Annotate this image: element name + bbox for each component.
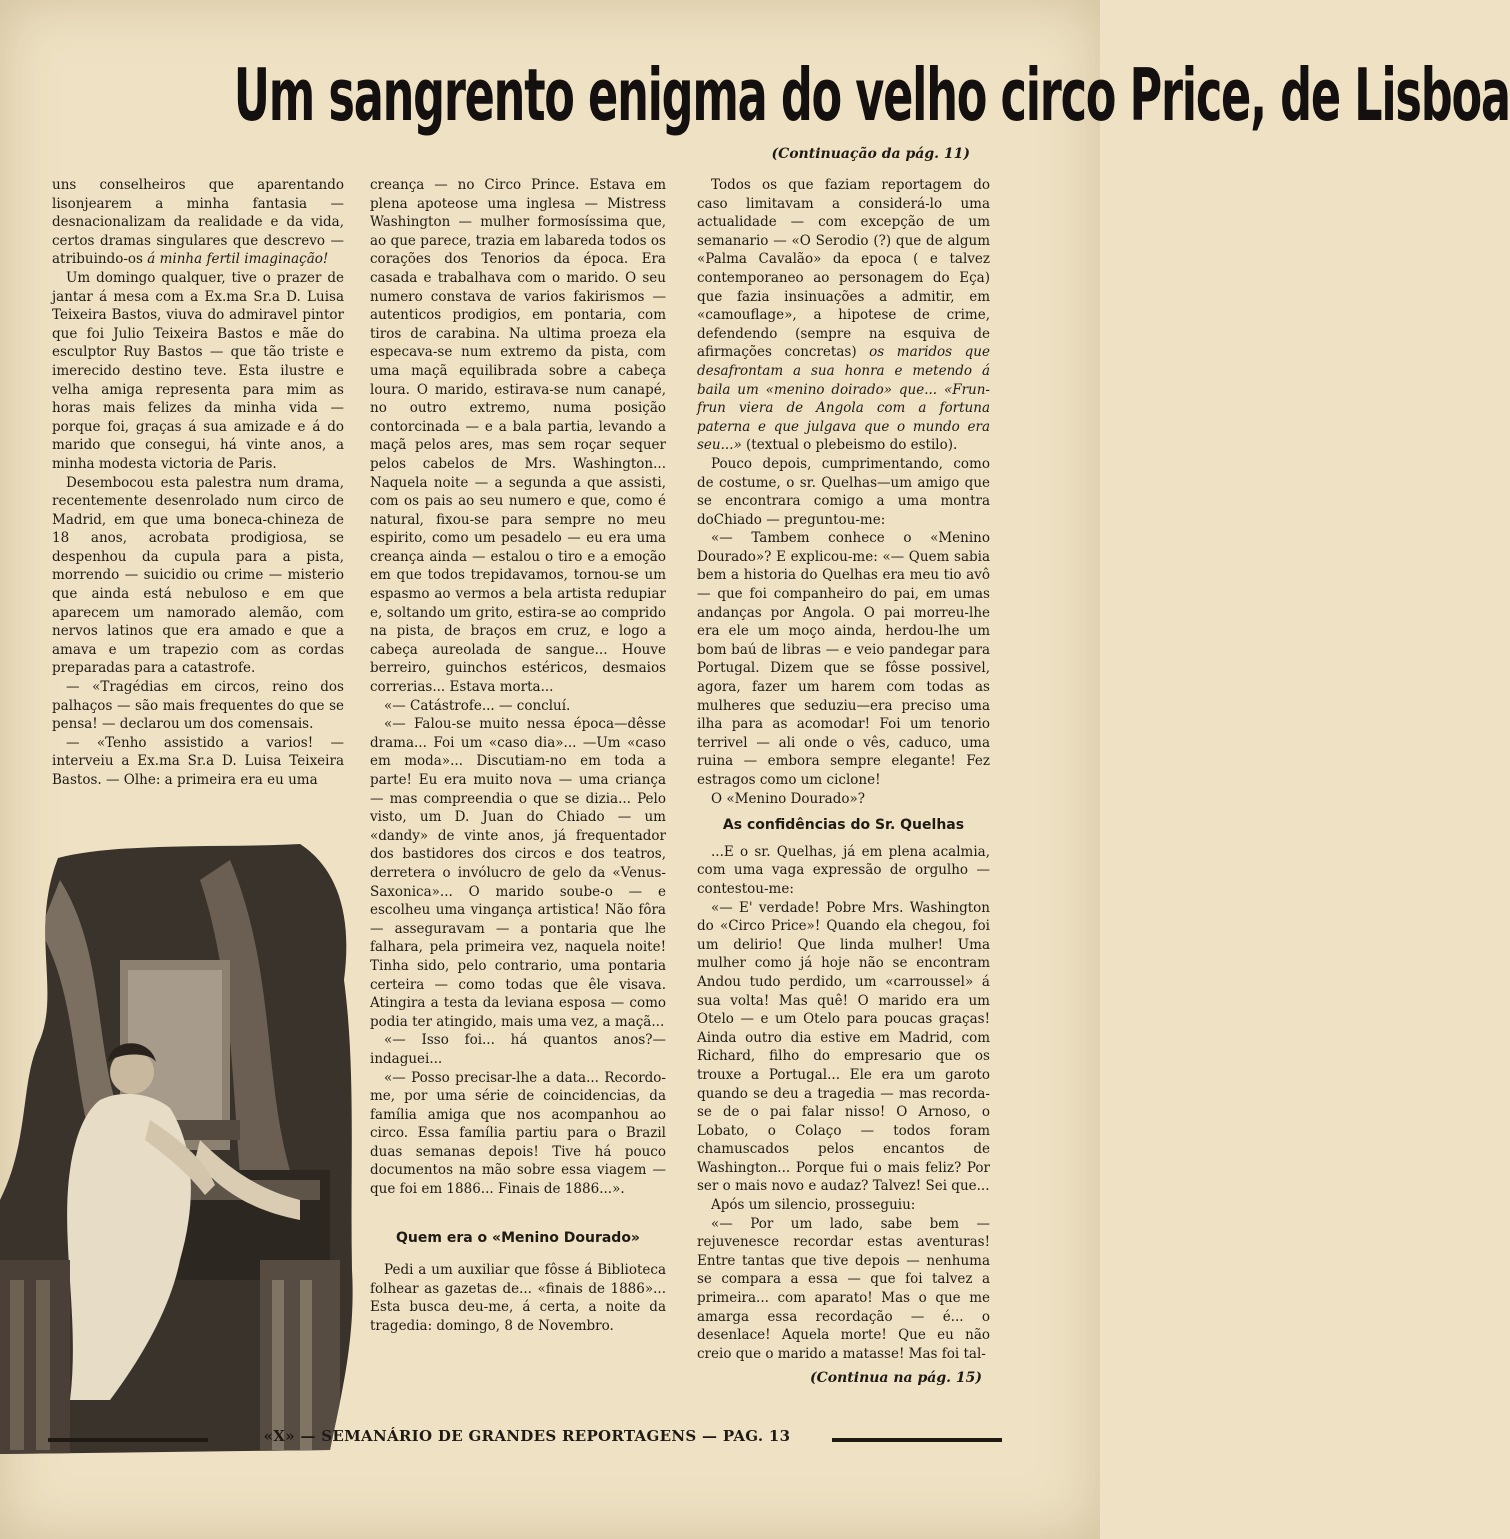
paragraph: O «Menino Dourado»? bbox=[711, 790, 865, 807]
paragraph: ...E o sr. Quelhas, já em plena acalmia, com uma vaga expressão de orgulho — contestou-me: bbox=[697, 843, 990, 897]
footer-publication-line: «X» — SEMANÁRIO DE GRANDES REPORTAGENS — PAG. 13 bbox=[263, 1427, 791, 1445]
paragraph: «— E' verdade! Pobre Mrs. Washington do «Circo Price»! Quando ela chegou, foi um delirio! Que linda mulher! Uma mulher como já hoje não se encontram Andou tudo perdido, um «carroussel» á sua volta! Mas quê! O marido era um Otelo — e um Otelo para poucas graças! Ainda outro dia estive em Madrid, com Richard, filho do empresario que os trouxe a Portugal... Ele era um garoto quando se deu a tragedia — mas recorda-se de o pai falar nisso! O Arnoso, o Lobato, o Colaço — todos foram chamuscados pelos encantos de Washington... Porque fui o mais feliz? Por ser o mais novo e audaz? Talvez! Sei que... bbox=[697, 899, 990, 1195]
paragraph: Pouco depois, cumprimentando, como de costume, o sr. Quelhas—um amigo que se encontrara comigo a uma montra doChiado — preguntou-me: bbox=[697, 455, 990, 528]
paragraph: «— Catástrofe... — concluí. bbox=[384, 697, 571, 714]
continuation-to-note: (Continua na pág. 15) bbox=[810, 1370, 982, 1387]
paragraph: «— Isso foi... há quantos anos?—indaguei... bbox=[370, 1032, 666, 1067]
paragraph: Desembocou esta palestra num drama, recentemente desenrolado num circo de Madrid, em que uma boneca-chineza de 18 anos, acrobata prodigiosa, se despenhou da cupula para a pista, morrendo — suicidio ou crime — misterio que ainda está nebuloso e em que aparecem um namorado alemão, com nervos latinos que era amado e que a amava e um trapezio com as cordas preparadas para a catastrofe. bbox=[52, 474, 344, 677]
paragraph: — «Tenho assistido a varios! — interveiu a Ex.ma Sr.a D. Luisa Teixeira Bastos. — Olhe: a primeira era eu uma bbox=[52, 734, 344, 788]
continuation-from-note: (Continuação da pág. 11) bbox=[771, 146, 970, 162]
footer-rule bbox=[832, 1438, 1002, 1442]
paragraph: «— Tambem conhece o «Menino Dourado»? E explicou-me: «— Quem sabia bem a historia do Quelhas era meu tio avô — que foi companheiro do pai, em umas andanças por Angola. O pai morreu-lhe era ele um moço ainda, herdou-lhe um bom baú de libras — e veio pandegar para Portugal. Dizem que se fôsse possivel, agora, fazer um harem com todas as mulheres que seduziu—era preciso uma ilha para as acomodar! Foi um tenorio terrivel — ali onde o vês, caduco, uma ruina — embora sempre elegante! Fez estragos como um ciclone! bbox=[697, 530, 990, 788]
section-subheading: Quem era o «Menino Dourado» bbox=[396, 1229, 640, 1246]
paragraph: Todos os que faziam reportagem do caso limitavam a considerá-lo uma actualidade — com excepção de um semanario — «O Serodio (?) que de algum «Palma Cavalão» da epoca ( e talvez contemporaneo ao personagem do Eça) que fazia insinuações a admitir, em «camouflage», a hipotese de crime, defendendo (sempre na esquiva de afirmações concretas) os maridos que desafrontam a sua honra e metendo á baila um «menino doirado» que... «Frun-frun viera de Angola com a fortuna paterna e que julgava que o mundo era seu...» (textual o plebeismo do estilo). bbox=[697, 177, 990, 454]
paragraph: «— Por um lado, sabe bem — rejuvenesce recordar estas aventuras! Entre tantas que tive depois — nenhuma se compara a essa — que foi talvez a primeira... com aparato! Mas o que me amarga essa recordação — é... o desenlace! Aquela morte! Que eu não creio que o marido a matasse! Mas foi tal- bbox=[697, 1215, 990, 1362]
column-2 bbox=[370, 176, 666, 1336]
paragraph: «— Posso precisar-lhe a data... Recordo-me, por uma série de coincidencias, da família amiga que nos acompanhou ao circo. Essa família partiu para o Brazil duas semanas depois! Tive há pouco documentos na mão sobre essa viagem — que foi em 1886... Finais de 1886...». bbox=[370, 1069, 666, 1198]
section-subheading: As confidências do Sr. Quelhas bbox=[722, 817, 965, 834]
paragraph: Após um silencio, prosseguiu: bbox=[711, 1197, 916, 1214]
column-1 bbox=[52, 176, 344, 790]
paragraph: Um domingo qualquer, tive o prazer de jantar á mesa com a Ex.ma Sr.a D. Luisa Teixeira Bastos, viuva do admiravel pintor que foi Julio Teixeira Bastos e mãe do esculptor Ruy Bastos — que tão triste e imerecido destino teve. Esta ilustre e velha amiga representa para mim as horas mais felizes da minha vida — porque foi, graças á sua amizade e á do marido que consegui, há vinte anos, a minha modesta victoria de Paris. bbox=[52, 269, 344, 472]
column-3 bbox=[697, 176, 990, 1388]
page-footer bbox=[20, 1423, 1080, 1457]
paragraph: «— Falou-se muito nessa época—dêsse drama... Foi um «caso dia»... —Um «caso em moda»... Discutiam-no em toda a parte! Eu era muito nova — uma criança — mas compreendia o que se dizia... Pelo visto, um D. Juan do Chiado — um «dandy» de vinte anos, já frequentador dos bastidores dos circos e dos teatros, derretera o invólucro de gelo da «Venus-Saxonica»... O marido soube-o — e escolheu uma vingança artistica! Não fôra — asseguravam — a pontaria que lhe falhara, pela primeira vez, naquela noite! Tinha sido, pelo contrario, uma pontaria certeira — como todas que êle visava. Atingira a testa da leviana esposa — como podia ter atingido, mais uma vez, a maçã... bbox=[370, 716, 666, 1030]
woman-at-desk-illustration bbox=[0, 840, 362, 1458]
paragraph: creança — no Circo Prince. Estava em plena apoteose uma inglesa — Mistress Washington — mulher formosíssima que, ao que parece, trazia em labareda todos os corações dos Tenorios da época. Era casada e trabalhava com o marido. O seu numero constava de varios fakirismos — autenticos prodigios, em pontaria, com tiros de carabina. Na ultima proeza ela especava-se num extremo da pista, com uma maçã equilibrada sobre a cabeça loura. O marido, estirava-se num canapé, no outro extremo, numa posição contorcinada — e a bala partia, levando a maçã pelos ares, mas sem roçar sequer pelos cabelos de Mrs. Washington... Naquela noite — a segunda a que assisti, com os pais ao seu numero e que, como é natural, fixou-se para sempre no meu espirito, como um pesadelo — eu era uma creança ainda — estalou o tiro e a emoção em que todos trepidavamos, tornou-se um espasmo ao vermos a bela artista redupiar e, soltando um grito, estira-se ao comprido na pista, de braços em cruz, e logo a cabeça aureolada de sangue... Houve berreiro, guinchos estéricos, desmaios correrias... Estava morta... bbox=[370, 177, 666, 696]
footer-rule bbox=[48, 1438, 208, 1442]
paragraph: — «Tragédias em circos, reino dos palhaços — são mais frequentes do que se pensa! — declarou um dos comensais. bbox=[52, 679, 344, 733]
article-headline: Um sangrento enigma do velho circo Price, de Lisboa bbox=[233, 53, 1510, 137]
paragraph: uns conselheiros que aparentando lisonjearem a minha fantasia — desnacionalizam da realidade e da vida, certos dramas singulares que descrevo — atribuindo-os á minha fertil imaginação! bbox=[52, 177, 344, 268]
paragraph: Pedi a um auxiliar que fôsse á Biblioteca folhear as gazetas de... «finais de 1886»... Esta busca deu-me, á certa, a noite da tragedia: domingo, 8 de Novembro. bbox=[370, 1262, 666, 1335]
